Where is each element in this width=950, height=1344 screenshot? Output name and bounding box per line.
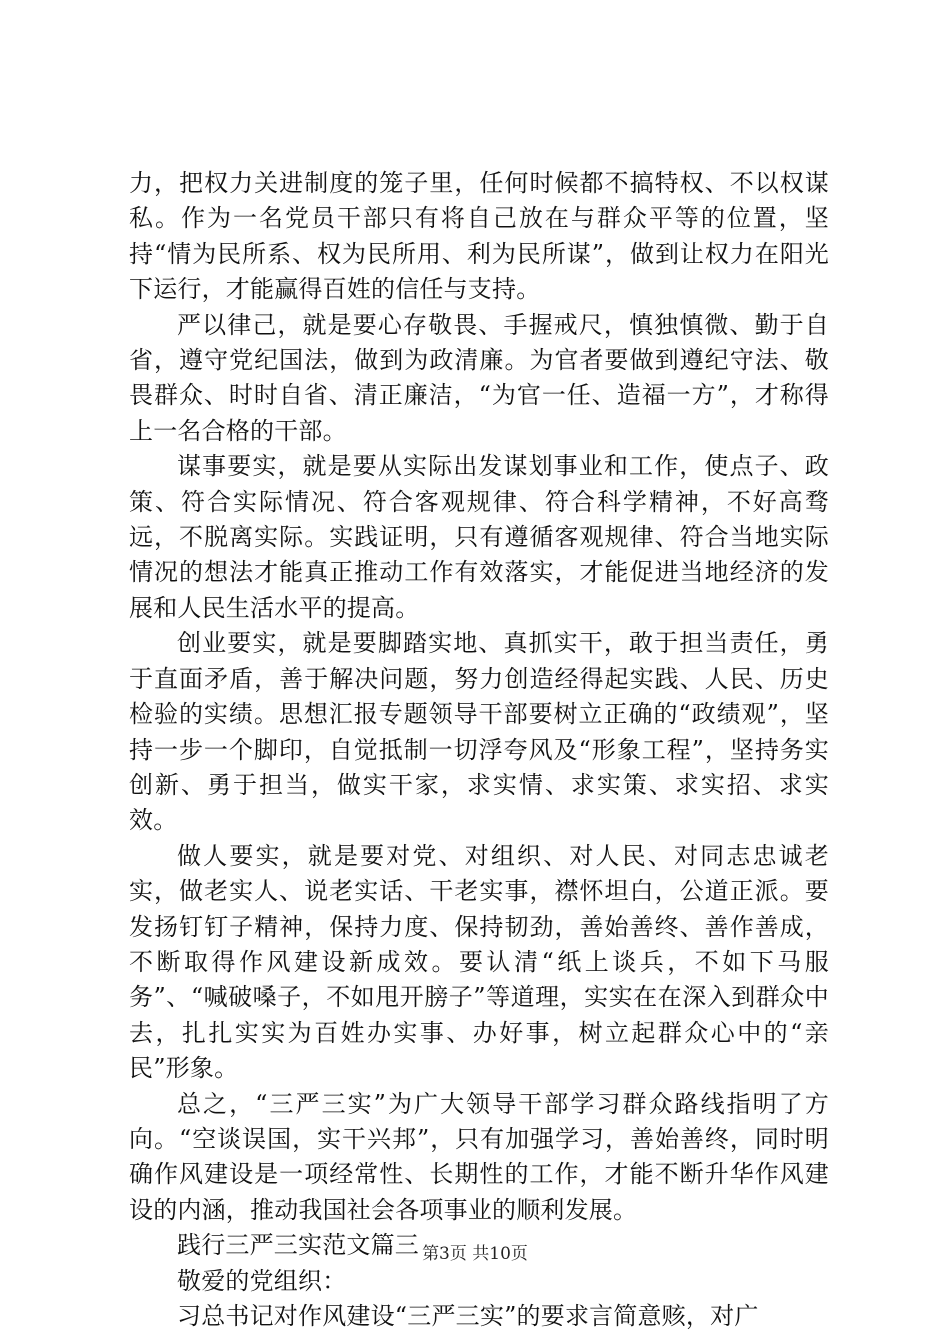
salutation: 敬爱的党组织： — [177, 1266, 347, 1295]
paragraph: 习总书记对作风建设“三严三实”的要求言简意赅，对广 — [177, 1302, 759, 1330]
paragraph: 做人要实，就是要对党、对组织、对人民、对同志忠诚老实，做老实人、说老实话、干老实事，襟怀坦白，公道正派。要发扬钉钉子精神，保持力度、保持韧劲，善始善终、善作善成，不断取得作风建设新成效。要认清“纸上谈兵，不如下马服务”、“喊破嗓子，不如甩开膀子”等道理，实实在在深入到群众中去，扎扎实实为百姓办实事、办好事，树立起群众心中的“亲民”形象。 — [129, 841, 829, 1083]
paragraph: 严以律己，就是要心存敬畏、手握戒尺，慎独慎微、勤于自省，遵守党纪国法，做到为政清廉。为官者要做到遵纪守法、敬畏群众、时时自省、清正廉洁，“为官一任、造福一方”，才称得上一名合格的干部。 — [129, 310, 829, 445]
page-number-footer: 第3页 共10页 — [422, 1244, 528, 1264]
paragraph: 总之，“三严三实”为广大领导干部学习群众路线指明了方向。“空谈误国，实干兴邦”，只有加强学习，善始善终，同时明确作风建设是一项经常性、长期性的工作，才能不断升华作风建设的内涵，推动我国社会各项事业的顺利发展。 — [129, 1089, 829, 1224]
paragraph: 创业要实，就是要脚踏实地、真抓实干，敢于担当责任，勇于直面矛盾，善于解决问题，努力创造经得起实践、人民、历史检验的实绩。思想汇报专题领导干部要树立正确的“政绩观”，坚持一步一个脚印，自觉抵制一切浮夸风及“形象工程”，坚持务实创新、勇于担当，做实干家，求实情、求实策、求实招、求实效。 — [129, 629, 829, 835]
section-heading: 践行三严三实范文篇三 — [177, 1231, 419, 1260]
document-body — [129, 166, 829, 1334]
paragraph: 力，把权力关进制度的笼子里，任何时候都不搞特权、不以权谋私。作为一名党员干部只有将自己放在与群众平等的位置，坚持“情为民所系、权为民所用、利为民所谋”，做到让权力在阳光下运行，才能赢得百姓的信任与支持。 — [129, 169, 829, 304]
paragraph: 谋事要实，就是要从实际出发谋划事业和工作，使点子、政策、符合实际情况、符合客观规律、符合科学精神，不好高骛远，不脱离实际。实践证明，只有遵循客观规律、符合当地实际情况的想法才能真正推动工作有效落实，才能促进当地经济的发展和人民生活水平的提高。 — [129, 452, 829, 622]
